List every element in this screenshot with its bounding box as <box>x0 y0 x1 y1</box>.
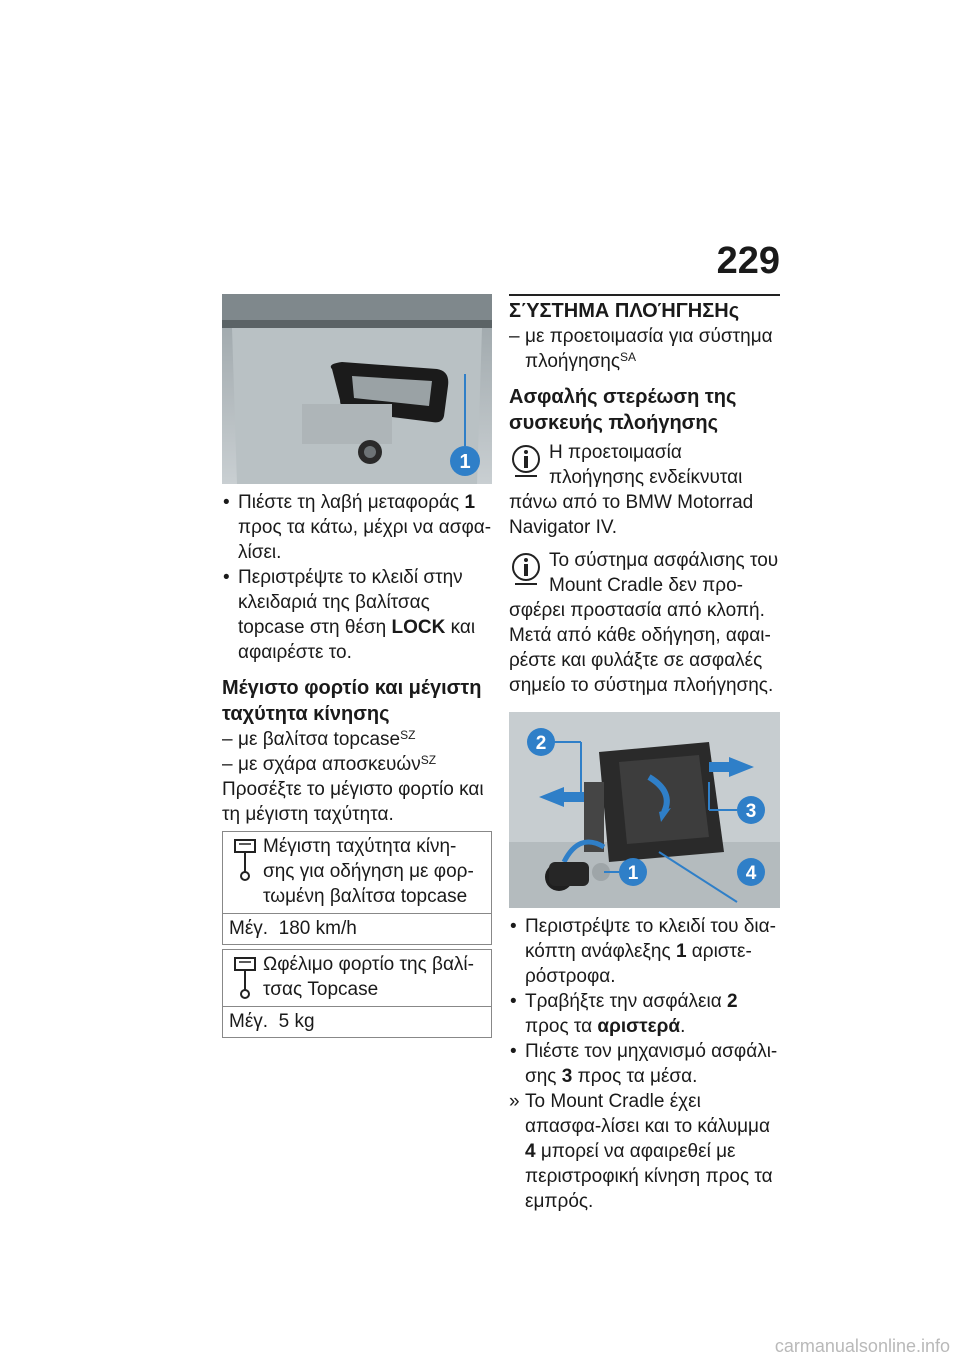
figure-callout-1 <box>619 858 647 886</box>
result-cover-unlocked: » Το Mount Cradle έχει απασφα-λίσει και το κάλυμμα 4 μπορεί να αφαιρεθεί με περιστροφική κίνηση προς τα εμπρός. <box>509 1089 780 1214</box>
weight-icon <box>233 838 257 882</box>
svg-text:1: 1 <box>627 863 639 884</box>
figure-callout-label: 1 <box>459 451 471 473</box>
instruction-pull-lock: • Τραβήξτε την ασφάλεια 2 προς τα αριστερά. <box>509 989 780 1039</box>
section-title-navigation: ΣΎΣΤΗΜΑ ΠΛΟΉΓΗΣΗς <box>509 294 780 324</box>
figure-callout-2 <box>527 728 555 756</box>
topcase-photo <box>222 294 492 484</box>
condition-nav-prep: – με προετοιμασία για σύστημα πλοήγησης$^{SA}$ <box>509 324 780 374</box>
instruction-press-handle: • Πιέστε τη λαβή μεταφοράς 1 προς τα κάτω, μέχρι να ασφα-λίσει. <box>222 490 492 565</box>
instruction-turn-key: • Περιστρέψτε το κλειδί στην κλειδαριά της βαλίτσας topcase στη θέση LOCK και αφαιρέστε το. <box>222 565 492 665</box>
spec-row-max-speed: Μέγ. 180 km/h <box>223 913 491 944</box>
spec-title-payload: Ωφέλιμο φορτίο της βαλί-τσας Topcase <box>263 954 474 1000</box>
spec-title-max-speed: Μέγιστη ταχύτητα κίνη-σης για οδήγηση με φορ-τωμένη βαλίτσα topcase <box>263 836 474 907</box>
section-heading-max-load: Μέγιστο φορτίο και μέγιστη ταχύτητα κίνησης <box>222 677 482 725</box>
note-observe-limits: Προσέξτε το μέγιστο φορτίο και τη μέγιστη ταχύτητα. <box>222 779 484 825</box>
page-number: 229 <box>716 240 780 282</box>
info-icon <box>511 444 541 478</box>
mount-cradle-figure <box>509 712 780 908</box>
instruction-press-mechanism: • Πιέστε τον μηχανισμό ασφάλι-σης 3 προς τα μέσα. <box>509 1039 780 1089</box>
figure-callout-3 <box>737 796 765 824</box>
footer-watermark: carmanualsonline.info <box>774 1336 950 1356</box>
svg-text:4: 4 <box>745 863 757 884</box>
right-column <box>509 294 780 1214</box>
topcase-handle-figure <box>222 294 492 484</box>
weight-icon <box>233 956 257 1000</box>
left-column <box>222 294 492 1038</box>
mount-cradle-photo <box>509 712 780 908</box>
instruction-turn-ignition: • Περιστρέψτε το κλειδί του δια-κόπτη ανάφλεξης 1 αριστε-ρόστροφα. <box>509 914 780 989</box>
svg-text:2: 2 <box>535 733 547 754</box>
svg-text:3: 3 <box>745 801 757 822</box>
condition-luggage-rack: – με σχάρα αποσκευών$^{SZ}$ <box>222 752 492 777</box>
spec-table-max-speed <box>222 831 492 945</box>
figure-callout-4 <box>737 858 765 886</box>
spec-row-payload: Μέγ. 5 kg <box>223 1006 491 1037</box>
info-icon <box>511 552 541 586</box>
info-note-navigator: Η προετοιμασία πλοήγησης ενδείκνυται πάνω από το BMW Motorrad Navigator IV. <box>509 442 754 538</box>
spec-table-payload <box>222 949 492 1038</box>
section-heading-secure-device: Ασφαλής στερέωση της συσκευής πλοήγησης <box>509 386 737 434</box>
condition-topcase: – με βαλίτσα topcase$^{SZ}$ <box>222 727 492 752</box>
info-note-theft: Το σύστημα ασφάλισης του Mount Cradle δεν προ-σφέρει προστασία από κλοπή. Μετά από κάθε οδήγηση, αφαι-ρέστε και φυλάξτε σε ασφαλές σημείο το σύστημα πλοήγησης. <box>509 550 779 696</box>
